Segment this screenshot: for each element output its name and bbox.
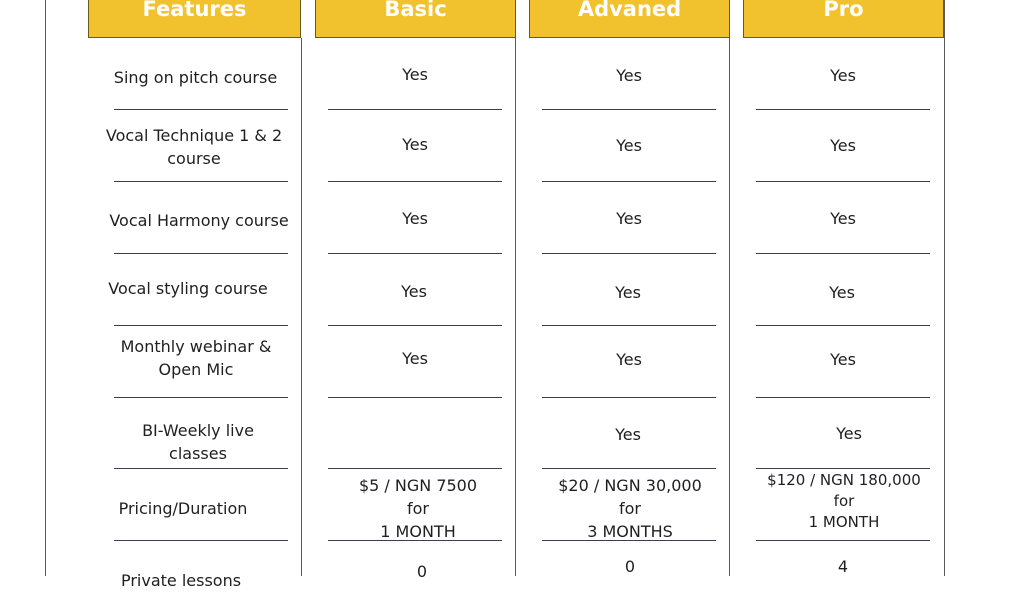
advanced-cell: 0 (624, 556, 636, 576)
pro-cell: Yes (830, 135, 856, 155)
feature-cell: Pricing/Duration (118, 498, 248, 518)
row-separator (542, 468, 716, 469)
row-separator (114, 397, 288, 398)
basic-cell: Yes (402, 134, 428, 154)
basic-cell: Yes (401, 281, 427, 301)
pro-cell: Yes (830, 349, 856, 369)
feature-cell: Vocal styling course (108, 278, 268, 298)
pro-cell: Yes (829, 282, 855, 302)
advanced-cell: Yes (615, 282, 641, 302)
advanced-cell: Yes (616, 208, 642, 228)
advanced-cell: Yes (616, 135, 642, 155)
row-separator (756, 109, 930, 110)
feature-cell: Sing on pitch course (113, 67, 278, 87)
pro-price: $120 / NGN 180,000 for 1 MONTH (767, 471, 921, 531)
column-divider (515, 38, 516, 576)
row-separator (756, 253, 930, 254)
row-separator (114, 540, 288, 541)
table-right-border (944, 0, 945, 576)
feature-cell: Vocal Technique 1 & 2 course (105, 126, 283, 168)
column-divider (301, 38, 302, 576)
row-separator (328, 468, 502, 469)
advanced-price: $20 / NGN 30,000 for 3 MONTHS (558, 475, 702, 541)
row-separator (542, 181, 716, 182)
row-separator (328, 540, 502, 541)
row-separator (756, 397, 930, 398)
row-separator (542, 397, 716, 398)
row-separator (114, 468, 288, 469)
row-separator (328, 181, 502, 182)
row-separator (756, 540, 930, 541)
basic-cell: 0 (416, 561, 428, 581)
row-separator (114, 253, 288, 254)
pro-cell: Yes (830, 65, 856, 85)
feature-cell: BI-Weekly live classes (142, 421, 254, 463)
header-basic: Basic (315, 0, 516, 38)
pro-cell: Yes (830, 208, 856, 228)
row-separator (542, 540, 716, 541)
pro-cell: Yes (836, 423, 862, 443)
feature-cell: Private lessons (120, 570, 242, 590)
feature-cell: Monthly webinar & Open Mic (120, 337, 272, 379)
header-advanced: Advaned (529, 0, 730, 38)
advanced-cell: Yes (616, 65, 642, 85)
advanced-cell: Yes (616, 349, 642, 369)
row-separator (114, 181, 288, 182)
row-separator (114, 109, 288, 110)
header-features: Features (88, 0, 301, 38)
basic-cell: Yes (402, 348, 428, 368)
basic-cell (328, 420, 502, 448)
feature-cell: Vocal Harmony course (109, 210, 289, 230)
row-separator (114, 325, 288, 326)
table-left-border (45, 0, 46, 576)
row-separator (328, 109, 502, 110)
row-separator (542, 253, 716, 254)
row-separator (542, 325, 716, 326)
pro-cell: 4 (837, 556, 849, 576)
basic-price: $5 / NGN 7500 for 1 MONTH (358, 475, 478, 541)
row-separator (756, 181, 930, 182)
basic-cell: Yes (402, 64, 428, 84)
row-separator (756, 325, 930, 326)
row-separator (328, 253, 502, 254)
advanced-cell: Yes (615, 424, 641, 444)
column-divider (729, 38, 730, 576)
row-separator (328, 325, 502, 326)
row-separator (328, 397, 502, 398)
row-separator (542, 109, 716, 110)
row-separator (756, 468, 930, 469)
header-pro: Pro (743, 0, 944, 38)
basic-cell: Yes (402, 208, 428, 228)
